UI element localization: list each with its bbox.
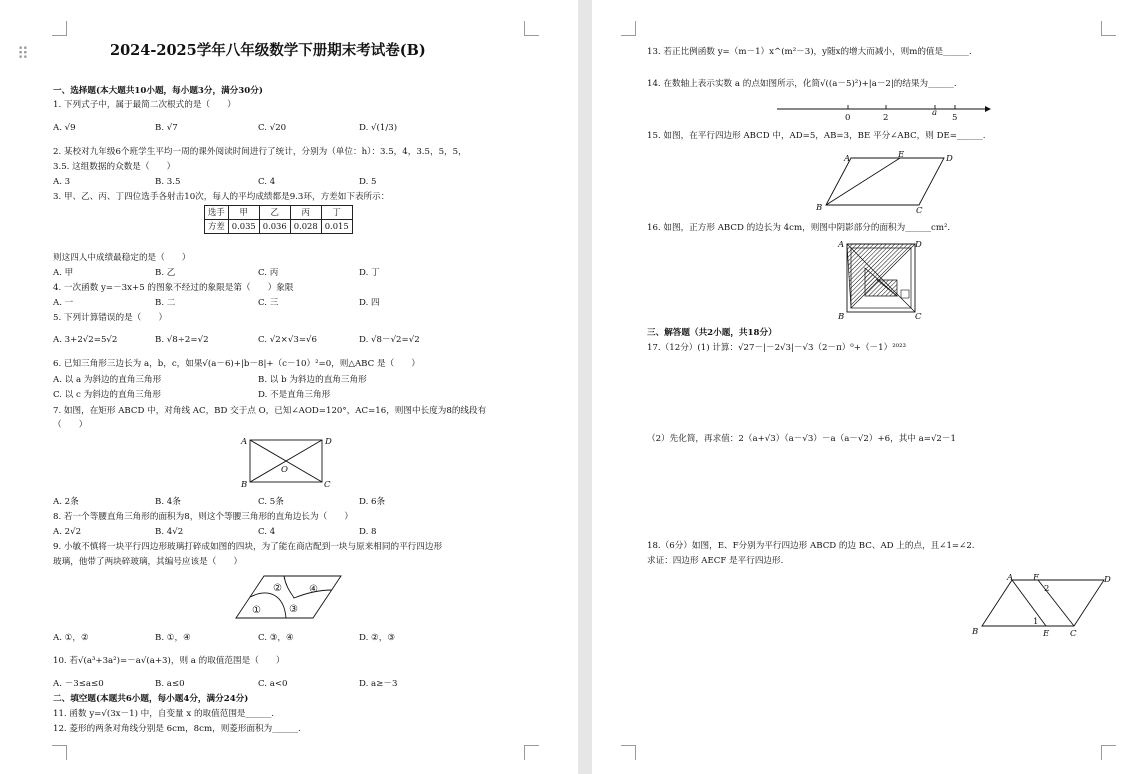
parallelogram-diagram <box>816 150 956 216</box>
q3-option-b: B. 乙 <box>155 268 176 278</box>
q7-option-d: D. 6条 <box>359 497 386 507</box>
q8-option-b: B. 4√2 <box>155 527 184 537</box>
q1-option-b: B. √7 <box>155 123 178 133</box>
q13-text: 13. 若正比例函数 y=（m－1）x^(m²－3)，y随x的增大而减小，则m的值是______. <box>647 47 972 57</box>
q5-stem: 5. 下列计算错误的是（ ） <box>53 313 168 323</box>
crop-mark-tl <box>52 21 67 36</box>
q14-stem: 14. 在数轴上表示实数 a 的点如图所示，化简√((a－5)²)+|a－2|的结果为______. <box>647 79 957 89</box>
q2-stem-line2: 3.5. 这组数据的众数是（ ） <box>53 162 176 172</box>
q7-option-b: B. 4条 <box>155 497 181 507</box>
q17-part2: （2）先化简，再求值：2（a+√3）（a－√3）－a（a－√2）+6，其中 a=√2－1 <box>647 434 956 444</box>
label-b: B <box>838 312 845 322</box>
section-1-heading: 一、选择题(本大题共10小题，每小题3分，满分30分) <box>53 86 263 96</box>
piece-1-label: ① <box>252 605 261 616</box>
table-cell: 选手 <box>205 206 229 220</box>
tick-a-label: a <box>932 108 938 118</box>
crop-mark-tr <box>1101 21 1116 36</box>
q12-text: 12. 菱形的两条对角线分别是 6cm，8cm，则菱形面积为______. <box>53 724 301 734</box>
right-page <box>592 0 1147 774</box>
label-b: B <box>241 480 248 490</box>
piece-4-label: ④ <box>309 584 318 595</box>
q5-option-d: D. √8－√2=√2 <box>359 335 420 345</box>
q1-option-c: C. √20 <box>258 123 287 133</box>
piece-3-label: ③ <box>289 604 298 615</box>
q1-stem: 1. 下列式子中，属于最简二次根式的是（ ） <box>53 100 236 110</box>
table-cell: 0.036 <box>259 220 290 234</box>
parallelogram-aecf-diagram <box>970 570 1120 640</box>
label-c: C <box>324 480 331 490</box>
q16-stem: 16. 如图，正方形 ABCD 的边长为 4cm，则图中阴影部分的面积为______cm². <box>647 223 951 233</box>
table-row <box>205 220 353 234</box>
q9-option-b: B. ①，④ <box>155 633 191 643</box>
q7-option-a: A. 2条 <box>53 497 79 507</box>
crop-mark-tl <box>621 21 636 36</box>
q3-stem: 3. 甲、乙、丙、丁四位选手各射击10次，每人的平均成绩都是9.3环，方差如下表所示： <box>53 192 390 202</box>
q7-stem-line2: （ ） <box>53 420 88 430</box>
q10-option-c: C. a<0 <box>258 679 288 689</box>
q18-stem-line1: 18.（6分）如图，E、F分别为平行四边形 ABCD 的边 BC、AD 上的点，且∠1=∠2. <box>647 541 975 551</box>
section-3-heading: 三、解答题（共2小题，共18分） <box>647 328 777 338</box>
table-cell: 乙 <box>259 206 290 220</box>
label-b: B <box>972 627 979 637</box>
q18-stem-line2: 求证：四边形 AECF 是平行四边形. <box>647 556 784 566</box>
label-d: D <box>325 437 332 447</box>
q10-option-d: D. a≥－3 <box>359 679 398 689</box>
q10-option-a: A. －3≤a≤0 <box>53 679 104 689</box>
label-b: B <box>816 203 823 213</box>
q6-option-c: C. 以 c 为斜边的直角三角形 <box>53 390 161 400</box>
label-a: A <box>1007 573 1014 583</box>
rectangle-diagram <box>238 434 338 494</box>
q6-option-d: D. 不是直角三角形 <box>258 390 331 400</box>
crop-mark-br <box>524 745 539 760</box>
broken-glass-diagram <box>234 574 344 620</box>
drag-handle-icon[interactable]: ⠿ <box>17 44 27 63</box>
q3-option-c: C. 丙 <box>258 268 279 278</box>
crop-mark-bl <box>52 745 67 760</box>
q9-option-a: A. ①，② <box>53 633 89 643</box>
q17-part1: 17.（12分）(1) 计算：√27－|－2√3|－√3（2－π）⁰+（－1）²⁰²³ <box>647 343 906 353</box>
q8-option-d: D. 8 <box>359 527 377 537</box>
shaded-square-diagram <box>837 238 927 322</box>
table-cell: 0.015 <box>321 220 352 234</box>
q10-stem: 10. 若√(a³+3a²)=－a√(a+3)，则 a 的取值范围是（ ） <box>53 656 285 666</box>
q9-option-c: C. ③，④ <box>258 633 294 643</box>
tick-0-label: 0 <box>845 113 851 123</box>
q2-option-a: A. 3 <box>53 177 71 187</box>
label-e: E <box>1043 629 1050 639</box>
q11-text: 11. 函数 y=√(3x－1) 中，自变量 x 的取值范围是______. <box>53 709 275 719</box>
label-c: C <box>1070 629 1077 639</box>
angle-2-label: 2 <box>1044 584 1050 594</box>
q3-option-a: A. 甲 <box>53 268 74 278</box>
crop-mark-bl <box>621 745 636 760</box>
angle-1-label: 1 <box>1033 617 1039 627</box>
q1-option-d: D. √(1/3) <box>359 123 398 133</box>
q7-option-c: C. 5条 <box>258 497 284 507</box>
label-c: C <box>915 312 922 322</box>
variance-table <box>204 205 353 234</box>
q4-option-b: B. 二 <box>155 298 176 308</box>
label-a: A <box>241 437 248 447</box>
tick-2-label: 2 <box>883 113 889 123</box>
label-e: E <box>898 150 905 160</box>
q4-option-c: C. 三 <box>258 298 279 308</box>
q3-stem-line2: 则这四人中成绩最稳定的是（ ） <box>53 253 191 263</box>
q3-option-d: D. 丁 <box>359 268 380 278</box>
section-2-heading: 二、填空题(本题共6小题，每小题4分，满分24分) <box>53 694 249 704</box>
q1-option-a: A. √9 <box>53 123 76 133</box>
q4-option-a: A. 一 <box>53 298 74 308</box>
q2-option-d: D. 5 <box>359 177 377 187</box>
table-header-row <box>205 206 353 220</box>
piece-2-label: ② <box>273 583 282 594</box>
q6-option-a: A. 以 a 为斜边的直角三角形 <box>53 375 162 385</box>
q9-stem-line1: 9. 小敏不慎将一块平行四边形玻璃打碎成如图的四块，为了能在商店配到一块与原来相同的平行四边形 <box>53 542 443 552</box>
table-cell: 0.035 <box>228 220 259 234</box>
label-a: A <box>838 240 845 250</box>
q4-stem: 4. 一次函数 y=－3x+5 的图象不经过的象限是第（ ）象限 <box>53 283 294 293</box>
table-cell: 丁 <box>321 206 352 220</box>
table-cell: 甲 <box>228 206 259 220</box>
page-title: 2024-2025学年八年级数学下册期末考试卷(B) <box>110 42 426 59</box>
tick-5-label: 5 <box>952 113 958 123</box>
label-c: C <box>916 206 923 216</box>
crop-mark-br <box>1101 745 1116 760</box>
q8-option-a: A. 2√2 <box>53 527 82 537</box>
label-o: O <box>281 465 288 475</box>
label-a: A <box>844 154 851 164</box>
q8-option-c: C. 4 <box>258 527 276 537</box>
q9-option-d: D. ②，③ <box>359 633 396 643</box>
q10-option-b: B. a≤0 <box>155 679 185 689</box>
q9-stem-line2: 玻璃，他带了两块碎玻璃，其编号应该是（ ） <box>53 557 243 567</box>
q8-stem: 8. 若一个等腰直角三角形的面积为8，则这个等腰三角形的直角边长为（ ） <box>53 512 353 522</box>
label-f: F <box>1033 573 1039 583</box>
q7-stem: 7. 如图，在矩形 ABCD 中，对角线 AC，BD 交于点 O，已知∠AOD=120°，AC=16，则图中长度为8的线段有 <box>53 406 487 416</box>
q5-option-b: B. √8÷2=√2 <box>155 335 209 345</box>
q6-stem: 6. 已知三角形三边长为 a，b，c，如果√(a－6)+|b－8|+（c－10）²=0，则△ABC 是（ ） <box>53 359 420 369</box>
table-cell: 0.028 <box>290 220 321 234</box>
table-cell: 方差 <box>205 220 229 234</box>
q2-option-b: B. 3.5 <box>155 177 181 187</box>
q6-option-b: B. 以 b 为斜边的直角三角形 <box>258 375 367 385</box>
q5-option-a: A. 3+2√2=5√2 <box>53 335 118 345</box>
q2-stem-line1: 2. 某校对九年级6个班学生平均一周的课外阅读时间进行了统计，分别为（单位：h）：3.5，4，3.5，5，5， <box>53 147 467 157</box>
table-cell: 丙 <box>290 206 321 220</box>
q4-option-d: D. 四 <box>359 298 380 308</box>
q2-option-c: C. 4 <box>258 177 276 187</box>
label-d: D <box>915 240 922 250</box>
q5-option-c: C. √2×√3=√6 <box>258 335 317 345</box>
label-d: D <box>946 154 953 164</box>
crop-mark-tr <box>524 21 539 36</box>
label-d: D <box>1104 575 1111 585</box>
number-line-diagram <box>775 103 995 125</box>
q15-stem: 15. 如图，在平行四边形 ABCD 中，AD=5，AB=3，BE 平分∠ABC，则 DE=______. <box>647 131 986 141</box>
